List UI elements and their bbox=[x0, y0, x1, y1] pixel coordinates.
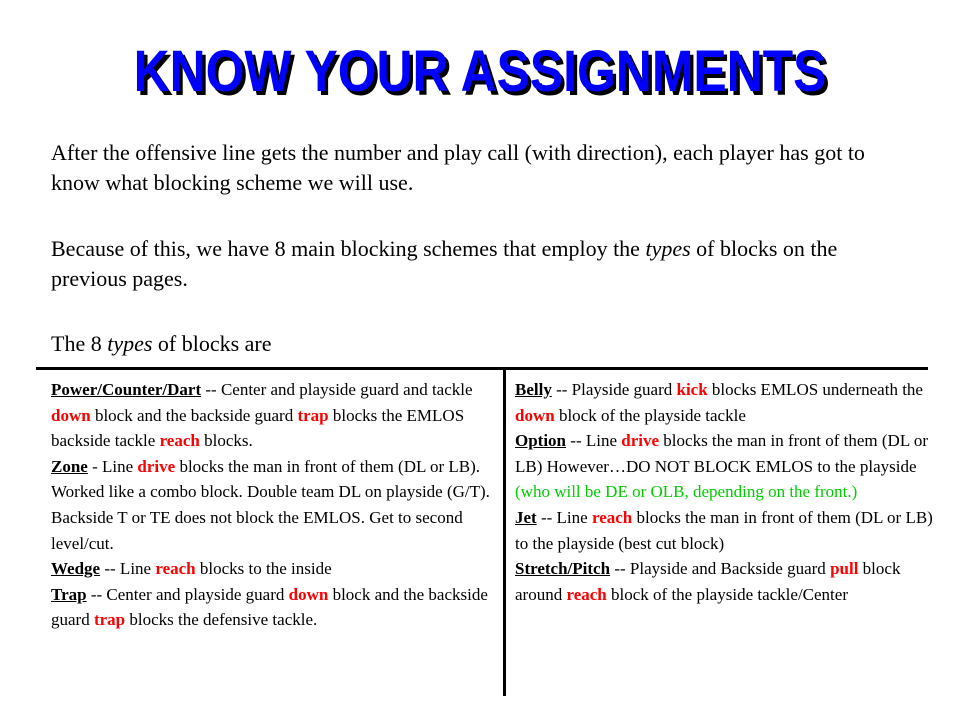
keyword: down bbox=[51, 405, 91, 425]
intro-paragraph-1: After the offensive line gets the number and play call (with direction), each player has got to know what blocking scheme we will use. bbox=[51, 140, 865, 195]
scheme-term: Belly bbox=[515, 380, 552, 399]
scheme-zone: Zone - Line drive blocks the man in front of them (DL or LB). Worked like a combo block. Double team DL on playside (G/T). Backside T or TE does not block the EMLOS. Get to second level/cut. bbox=[51, 456, 490, 553]
keyword: drive bbox=[137, 456, 176, 476]
scheme-belly: Belly -- Playside guard kick blocks EMLOS underneath the down block of the playside tackle bbox=[515, 380, 923, 425]
page-title: KNOW YOUR ASSIGNMENTS bbox=[133, 39, 827, 104]
keyword: down bbox=[288, 584, 329, 604]
scheme-stretch-pitch: Stretch/Pitch -- Playside and Backside guard pull block around reach block of the playside tackle/Center bbox=[515, 559, 901, 604]
scheme-term: Wedge bbox=[51, 559, 101, 579]
keyword: pull bbox=[830, 559, 859, 579]
keyword: trap bbox=[93, 610, 126, 630]
scheme-term: Zone bbox=[51, 456, 88, 476]
scheme-wedge: Wedge -- Line reach blocks to the inside bbox=[51, 559, 332, 579]
vertical-divider bbox=[503, 368, 506, 696]
keyword: reach bbox=[159, 431, 200, 451]
scheme-trap: Trap -- Center and playside guard down block and the backside guard trap blocks the defensive tackle. bbox=[51, 584, 488, 630]
keyword: down bbox=[515, 405, 555, 425]
left-column bbox=[51, 377, 497, 633]
keyword: reach bbox=[155, 559, 196, 579]
scheme-term: Stretch/Pitch bbox=[515, 559, 611, 579]
right-column bbox=[515, 377, 935, 607]
option-note: (who will be DE or OLB, depending on the front.) bbox=[515, 482, 858, 502]
scheme-term: Trap bbox=[51, 584, 87, 604]
scheme-term: Power/Counter/Dart bbox=[51, 380, 202, 399]
keyword: reach bbox=[566, 584, 607, 604]
scheme-option: Option -- Line drive blocks the man in front of them (DL or LB) However…DO NOT BLOCK EMLOS to the playside (who will be DE or OLB, depending on the front.) bbox=[515, 431, 928, 502]
intro-paragraph-2: Because of this, we have 8 main blocking schemes that employ the types of blocks on the previous pages. bbox=[51, 236, 838, 291]
scheme-power-counter-dart: Power/Counter/Dart -- Center and playside guard and tackle down block and the backside guard trap blocks the EMLOS backside tackle reach blocks. bbox=[51, 380, 473, 451]
scheme-term: Jet bbox=[515, 507, 537, 527]
keyword: drive bbox=[621, 431, 660, 451]
horizontal-divider bbox=[36, 367, 928, 370]
scheme-jet: Jet -- Line reach blocks the man in front of them (DL or LB) to the playside (best cut block) bbox=[515, 507, 933, 553]
keyword: trap bbox=[297, 405, 329, 425]
keyword: kick bbox=[676, 380, 708, 399]
scheme-term: Option bbox=[515, 431, 567, 451]
keyword: reach bbox=[591, 507, 633, 527]
intro-paragraph-3: The 8 types of blocks are bbox=[51, 331, 272, 356]
